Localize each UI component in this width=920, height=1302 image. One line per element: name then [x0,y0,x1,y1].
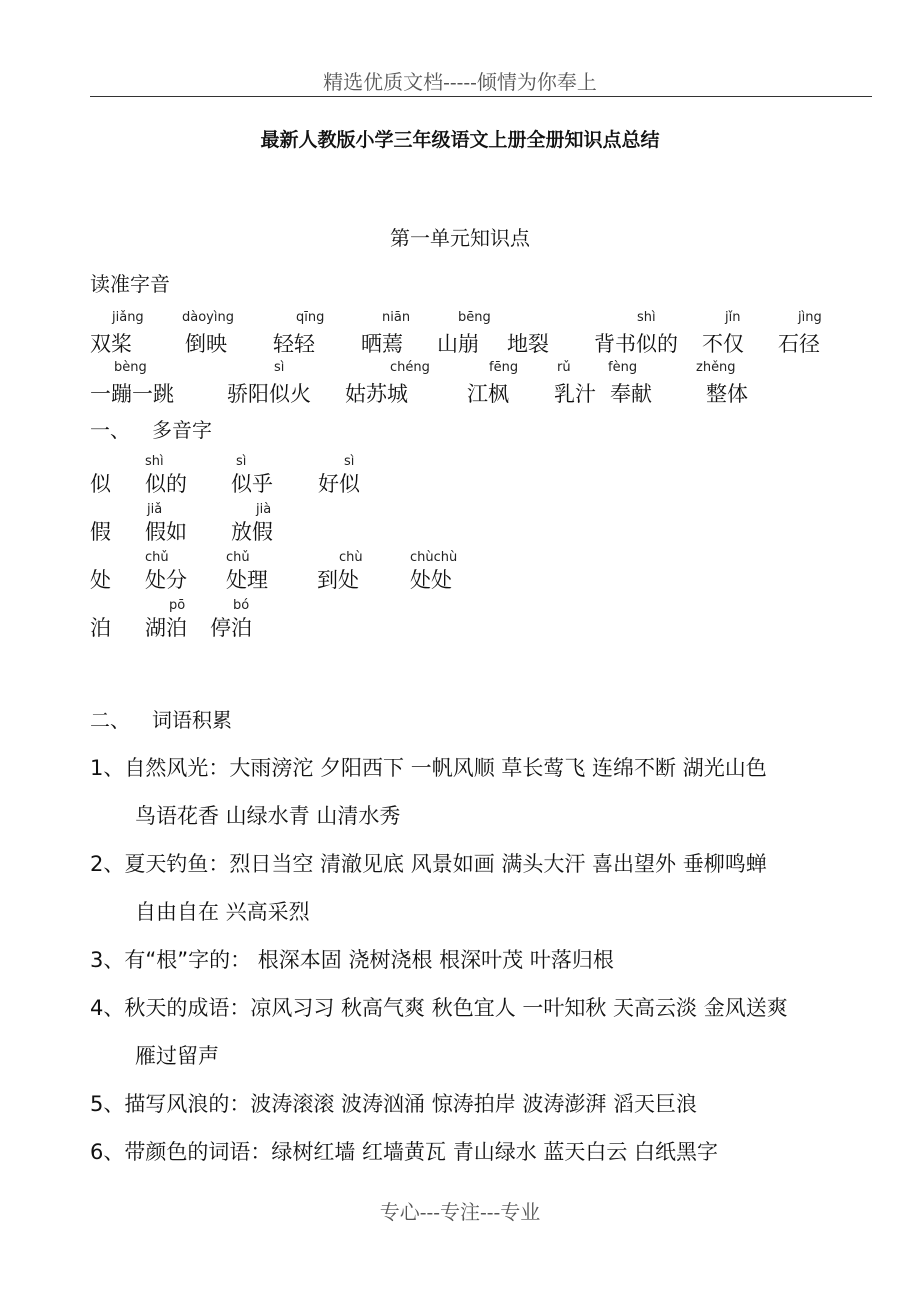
vocab-line: 6、带颜色的词语：绿树红墙 红墙黄瓦 青山绿水 蓝天白云 白纸黑字 [90,1140,719,1164]
section-title: 多音字 [152,418,212,442]
pinyin: bèng [114,360,147,375]
reading-word: 晒蔫 [361,332,403,356]
vocab-line-continued: 自由自在 兴高采烈 [135,900,310,924]
polyphone-word: 停泊 [210,616,252,640]
vocab-heading [90,704,232,733]
pinyin: sì [274,360,285,375]
polyphone-word: 到处 [317,568,359,592]
pinyin: dàoyìng [182,310,234,325]
vocab-line-continued: 鸟语花香 山绿水青 山清水秀 [135,804,401,828]
pinyin: chù [339,550,363,565]
vocab-line: 5、描写风浪的：波涛滚滚 波涛汹涌 惊涛拍岸 波涛澎湃 滔天巨浪 [90,1092,698,1116]
pinyin: shì [145,454,164,469]
reading-word: 一蹦一跳 [90,382,174,406]
polyphone-word: 湖泊 [145,616,187,640]
reading-word: 轻轻 [273,332,315,356]
pinyin: qīng [296,310,325,325]
pinyin: chǔ [226,550,250,565]
polyphone-char: 处 [90,568,111,592]
pinyin: pō [169,598,186,613]
pinyin: bēng [458,310,491,325]
vocab-line: 4、秋天的成语：凉风习习 秋高气爽 秋色宜人 一叶知秋 天高云淡 金风送爽 [90,996,788,1020]
polyphone-word: 处处 [410,568,452,592]
pinyin: jiǎ [147,502,163,517]
document-title: 最新人教版小学三年级语文上册全册知识点总结 [260,129,660,151]
polyphone-char: 泊 [90,616,111,640]
polyphone-word: 似的 [145,472,187,496]
pinyin: sì [236,454,247,469]
pinyin: chùchù [410,550,458,565]
header-rule [90,96,872,97]
reading-word: 倒映 [185,332,227,356]
polyphones-heading [90,414,212,443]
reading-word: 乳汁 [554,382,596,406]
reading-word: 石径 [778,332,820,356]
vocab-line: 2、夏天钓鱼：烈日当空 清澈见底 风景如画 满头大汗 喜出望外 垂柳鸣蝉 [90,852,767,876]
polyphone-word: 假如 [145,520,187,544]
reading-word: 奉献 [610,382,652,406]
polyphone-word: 放假 [231,520,273,544]
page-header: 精选优质文档-----倾情为你奉上 [323,70,597,94]
pinyin: bó [233,598,250,613]
reading-word: 背书似的 [594,332,678,356]
unit-title: 第一单元知识点 [390,226,530,250]
reading-word: 双桨 [90,332,132,356]
reading-word: 姑苏城 [345,382,408,406]
section-number: 一、 [90,418,130,442]
reading-heading: 读准字音 [90,272,170,296]
polyphone-word: 好似 [318,472,360,496]
reading-word: 骄阳似火 [227,382,311,406]
pinyin: jià [256,502,272,517]
pinyin: jǐn [725,310,741,325]
pinyin: sì [344,454,355,469]
pinyin: chéng [390,360,430,375]
vocab-line: 1、自然风光：大雨滂沱 夕阳西下 一帆风顺 草长莺飞 连绵不断 湖光山色 [90,756,767,780]
pinyin: jiǎng [112,310,144,325]
vocab-line-continued: 雁过留声 [135,1044,219,1068]
polyphone-word: 似乎 [231,472,273,496]
pinyin: fèng [608,360,638,375]
reading-word: 江枫 [467,382,509,406]
pinyin: chǔ [145,550,169,565]
reading-word: 整体 [706,382,748,406]
reading-word: 不仅 [702,332,744,356]
polyphone-word: 处分 [145,568,187,592]
reading-word: 山崩 [437,332,479,356]
pinyin: fēng [489,360,519,375]
reading-word: 地裂 [507,332,549,356]
section-number: 二、 [90,708,130,732]
vocab-line: 3、有“根”字的： 根深本固 浇树浇根 根深叶茂 叶落归根 [90,948,614,972]
section-title: 词语积累 [152,708,232,732]
pinyin: zhěng [696,360,736,375]
page-footer: 专心---专注---专业 [379,1200,541,1224]
pinyin: jìng [798,310,822,325]
polyphone-word: 处理 [226,568,268,592]
polyphone-char: 似 [90,472,111,496]
pinyin: niān [382,310,411,325]
pinyin: shì [637,310,656,325]
pinyin: rǔ [557,360,571,375]
polyphone-char: 假 [90,520,111,544]
